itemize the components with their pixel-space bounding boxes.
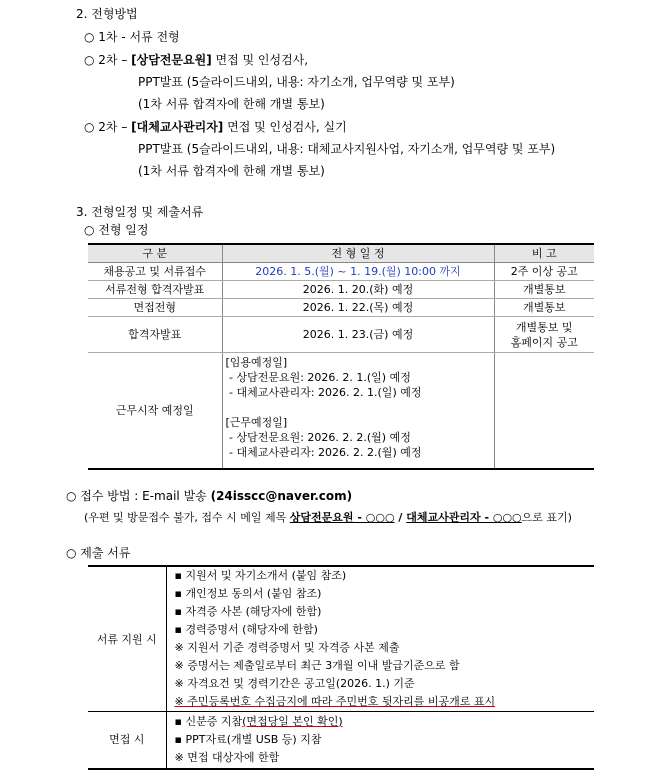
step-2-manager-ppt: PPT발표 (5슬라이드내외, 내용: 대체교사지원사업, 자기소개, 업무역량 및 포부) xyxy=(138,142,556,156)
list-item: ※ 면접 대상자에 한함 xyxy=(174,750,280,764)
apply-email[interactable]: (24isscc@naver.com) xyxy=(210,489,353,503)
doc-label: 서류 지원 시 xyxy=(88,566,166,712)
row-note xyxy=(494,317,594,353)
role-counselor: [상담전문요원] xyxy=(131,53,212,67)
docs-table xyxy=(88,565,594,770)
step-2-counselor-ppt: PPT발표 (5슬라이드내외, 내용: 자기소개, 업무역량 및 포부) xyxy=(138,75,455,89)
apply-note-suffix: 으로 표기) xyxy=(521,511,572,524)
column-header: 비 고 xyxy=(494,244,594,263)
column-header: 구 분 xyxy=(88,244,222,263)
work-start-details xyxy=(222,353,494,469)
row-note: 2주 이상 공고 xyxy=(494,263,594,281)
step-2-suffix: 면접 및 인성검사, 실기 xyxy=(223,120,347,134)
detail-line: - 상담전문요원: 2026. 2. 1.(일) 예정 xyxy=(225,371,411,384)
step-2-prefix: ○ 2차 – xyxy=(84,53,132,67)
row-schedule: 2026. 1. 22.(목) 예정 xyxy=(222,299,494,317)
row-label: 면접전형 xyxy=(88,299,222,317)
detail-line: - 상담전문요원: 2026. 2. 2.(월) 예정 xyxy=(225,431,411,444)
section-2-heading: 2. 전형방법 xyxy=(76,7,138,21)
list-item: ▪ 지원서 및 자기소개서 (붙임 참조) xyxy=(174,569,347,582)
detail-line: - 대체교사관리자: 2026. 2. 2.(월) 예정 xyxy=(225,446,422,459)
table-header-row xyxy=(88,244,594,263)
list-item: ※ 증명서는 제출일로부터 최근 3개월 이내 발급기준으로 함 xyxy=(174,659,460,672)
mail-title-manager: 대체교사관리자 - ○○○ xyxy=(406,511,522,524)
step-2-manager-notice: (1차 서류 합격자에 한해 개별 통보) xyxy=(138,164,325,178)
table-row xyxy=(88,281,594,299)
list-item xyxy=(175,713,592,731)
row-label: 서류전형 합격자발표 xyxy=(88,281,222,299)
doc-items xyxy=(166,566,594,712)
mail-title-separator: / xyxy=(394,511,407,524)
apply-method-label: ○ 접수 방법 : E-mail 발송 xyxy=(66,489,211,503)
apply-note xyxy=(84,509,572,526)
interview-label: 면접 시 xyxy=(88,712,166,769)
list-item: ▪ 개인정보 동의서 (붙임 참조) xyxy=(174,587,322,600)
row-note: 개별통보 xyxy=(494,299,594,317)
note-line: 개별통보 및 xyxy=(515,320,573,334)
section-3-heading: 3. 전형일정 및 제출서류 xyxy=(76,205,204,219)
row-note: 개별통보 xyxy=(494,281,594,299)
schedule-subheading: ○ 전형 일정 xyxy=(84,223,149,237)
step-2-manager xyxy=(84,119,347,136)
row-label: 채용공고 및 서류접수 xyxy=(88,263,222,281)
detail-line: [임용예정일] xyxy=(225,356,288,369)
row-schedule: 2026. 1. 20.(화) 예정 xyxy=(222,281,494,299)
step-2-counselor-notice: (1차 서류 합격자에 한해 개별 통보) xyxy=(138,97,325,111)
schedule-table xyxy=(88,243,594,470)
list-item: ▪ 경력증명서 (해당자에 한함) xyxy=(174,623,318,636)
row-label: 합격자발표 xyxy=(88,317,222,353)
table-row xyxy=(88,712,594,769)
detail-line xyxy=(226,400,491,415)
list-item: ※ 자격요건 및 경력기간은 공고일(2026. 1.) 기준 xyxy=(174,677,415,690)
list-item: ▪ PPT자료(개별 USB 등) 지참 xyxy=(174,732,322,746)
table-row xyxy=(88,263,594,281)
table-row xyxy=(88,566,594,712)
step-2-suffix: 면접 및 인성검사, xyxy=(211,53,309,67)
row-schedule: 2026. 1. 5.(월) ~ 1. 19.(월) 10:00 까지 xyxy=(222,263,494,281)
item-underlined: (면접당일 본인 확인) xyxy=(242,714,343,728)
item-text: ▪ 신분증 지참 xyxy=(174,714,243,728)
step-2-counselor xyxy=(84,52,308,69)
column-header: 전 형 일 정 xyxy=(222,244,494,263)
row-note xyxy=(494,353,594,469)
note-line: 홈페이지 공고 xyxy=(510,335,578,349)
role-manager: [대체교사관리자] xyxy=(131,120,224,134)
table-row xyxy=(88,353,594,469)
detail-line: - 대체교사관리자: 2026. 2. 1.(일) 예정 xyxy=(225,386,422,399)
mail-title-counselor: 상담전문요원 - ○○○ xyxy=(289,511,395,524)
docs-heading: ○ 제출 서류 xyxy=(66,546,131,560)
interview-items xyxy=(166,712,594,769)
apply-note-prefix: (우편 및 방문접수 불가, 접수 시 메일 제목 xyxy=(84,511,290,524)
detail-line: [근무예정일] xyxy=(225,416,288,429)
step-2-prefix: ○ 2차 – xyxy=(84,120,132,134)
list-item: ※ 지원서 기준 경력증명서 및 자격증 사본 제출 xyxy=(174,641,400,654)
apply-method xyxy=(66,488,352,505)
list-item: ※ 주민등록번호 수집금지에 따라 주민번호 뒷자리를 비공개로 표시 xyxy=(174,695,496,708)
table-row xyxy=(88,299,594,317)
list-item: ▪ 자격증 사본 (해당자에 한함) xyxy=(174,605,322,618)
row-label: 근무시작 예정일 xyxy=(88,353,222,469)
step-1: ○ 1차 - 서류 전형 xyxy=(84,30,180,44)
table-row xyxy=(88,317,594,353)
row-schedule: 2026. 1. 23.(금) 예정 xyxy=(222,317,494,353)
